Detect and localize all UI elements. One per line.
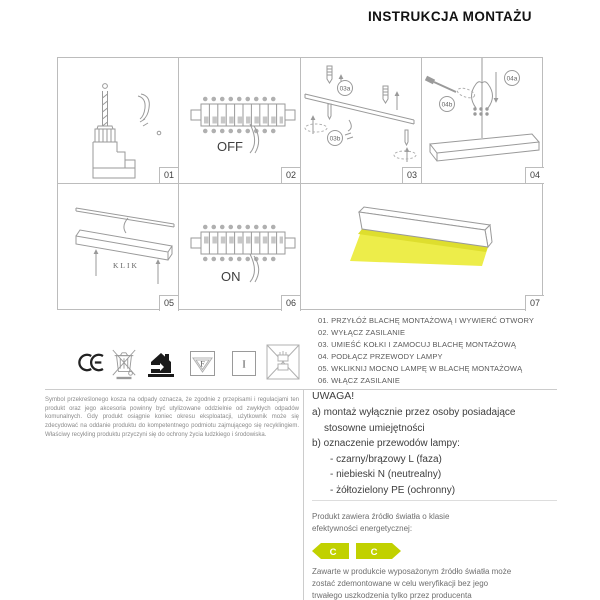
drill-illustration: [58, 58, 179, 184]
ce-mark-icon: [75, 351, 105, 379]
page-title: INSTRUKCJA MONTAŻU: [368, 9, 532, 24]
panel-number: 03: [402, 167, 421, 183]
energy-intro: Produkt zawiera źródło światła o klasie efektywności energetycznej:: [312, 512, 450, 533]
energy-class-arrow-right: [356, 543, 401, 559]
panel-number: 04: [525, 167, 544, 183]
energy-class-arrow-left: [312, 543, 349, 559]
panel-number: 02: [281, 167, 300, 183]
wire-ground: - żółtozielony PE (ochronny): [330, 484, 456, 496]
crossed-square-icon: [266, 342, 300, 387]
divider-vertical: [303, 389, 304, 600]
panel-number: 01: [159, 167, 178, 183]
off-label: OFF: [217, 139, 243, 154]
panel-07-lamp-on: [301, 184, 544, 311]
label-03b: 03b: [329, 135, 341, 143]
f-mark-icon: [190, 351, 215, 381]
notice-point-a: a) montaż wyłącznie przez osoby posiadające: [312, 407, 516, 418]
panel-number: 06: [281, 295, 300, 311]
step-5: 05. WKLIKNIJ MOCNO LAMPĘ W BLACHĘ MONTAŻOWĄ: [318, 364, 523, 374]
light-source-note: Zawarte w produkcie wyposażonym źródło światła może zostać zdemontowane w celu weryfikacji bez jego trwałego uszkodzenia tylko przez producenta: [312, 567, 512, 600]
label-03a: 03a: [339, 85, 351, 93]
step-1: 01. PRZYŁÓŻ BLACHĘ MONTAŻOWĄ I WYWIERĆ OTWORY: [318, 316, 535, 325]
energy-class-letter: C: [370, 547, 378, 558]
notice-point-a-cont: stosowne umiejętności: [324, 422, 425, 434]
panel-number: 07: [525, 295, 544, 311]
wiring-illustration: [422, 58, 544, 184]
notice-point-b: b) oznaczenie przewodów lampy:: [312, 438, 460, 450]
step-list: [318, 316, 558, 389]
indoor-use-house-icon: [148, 350, 174, 383]
label-04a: 04a: [506, 75, 518, 83]
energy-arrow-shape: [356, 543, 401, 559]
class-one-letter: I: [242, 359, 246, 371]
panel-04-wiring: [422, 58, 544, 184]
f-letter: F: [200, 359, 205, 369]
breaker-off-illustration: [179, 58, 301, 184]
step-6: 06. WŁĄCZ ZASILANIE: [318, 376, 401, 386]
step-3: 03. UMIEŚĆ KOŁKI I ZAMOCUJ BLACHĘ MONTAŻOWĄ: [318, 340, 517, 350]
panel-02-power-off: [179, 58, 301, 184]
breaker-on-illustration: [179, 184, 301, 311]
energy-class-letter: C: [329, 547, 337, 558]
step-2: 02. WYŁĄCZ ZASILANIE: [318, 328, 406, 338]
disposal-note: Symbol przekreślonego kosza na odpady oznacza, że zgodnie z przepisami i regulacjami ten produkt oraz jego akcesoria powinny być utylizowane oddzielnie od zwykłych odpadów komunalnych. Gdy produkt osiągnie koniec okresu eksploatacji, użytkownik może się zdecydować na oddanie produktu do kompetentnego podmiotu zajmującego się recyklingiem. Właściwy recykling produktu przyczyni się do ochrony życia ludzkiego i środowiska.: [45, 397, 299, 438]
notice-block: [312, 390, 558, 501]
panel-01-drill: [58, 58, 179, 184]
wire-neutral: - niebieski N (neutrealny): [330, 469, 442, 481]
lamp-glow-illustration: [301, 184, 544, 311]
step-4: 04. PODŁĄCZ PRZEWODY LAMPY: [318, 352, 443, 362]
notice-title: UWAGA!: [312, 390, 355, 402]
mounting-plate-illustration: [301, 58, 422, 184]
panel-06-power-on: [179, 184, 301, 311]
panel-05-snap-in: [58, 184, 179, 311]
klik-label: KLIK: [113, 261, 139, 270]
snap-in-illustration: [58, 184, 179, 311]
on-label: ON: [221, 269, 241, 284]
panel-03-mounting-plate: [301, 58, 422, 184]
wire-phase: - czarny/brązowy L (faza): [330, 453, 442, 465]
weee-crossed-bin-icon: [110, 346, 138, 387]
class-one-icon: [232, 351, 256, 381]
label-04b: 04b: [441, 101, 453, 109]
panel-number: 05: [159, 295, 178, 311]
panel-grid: [57, 57, 543, 310]
